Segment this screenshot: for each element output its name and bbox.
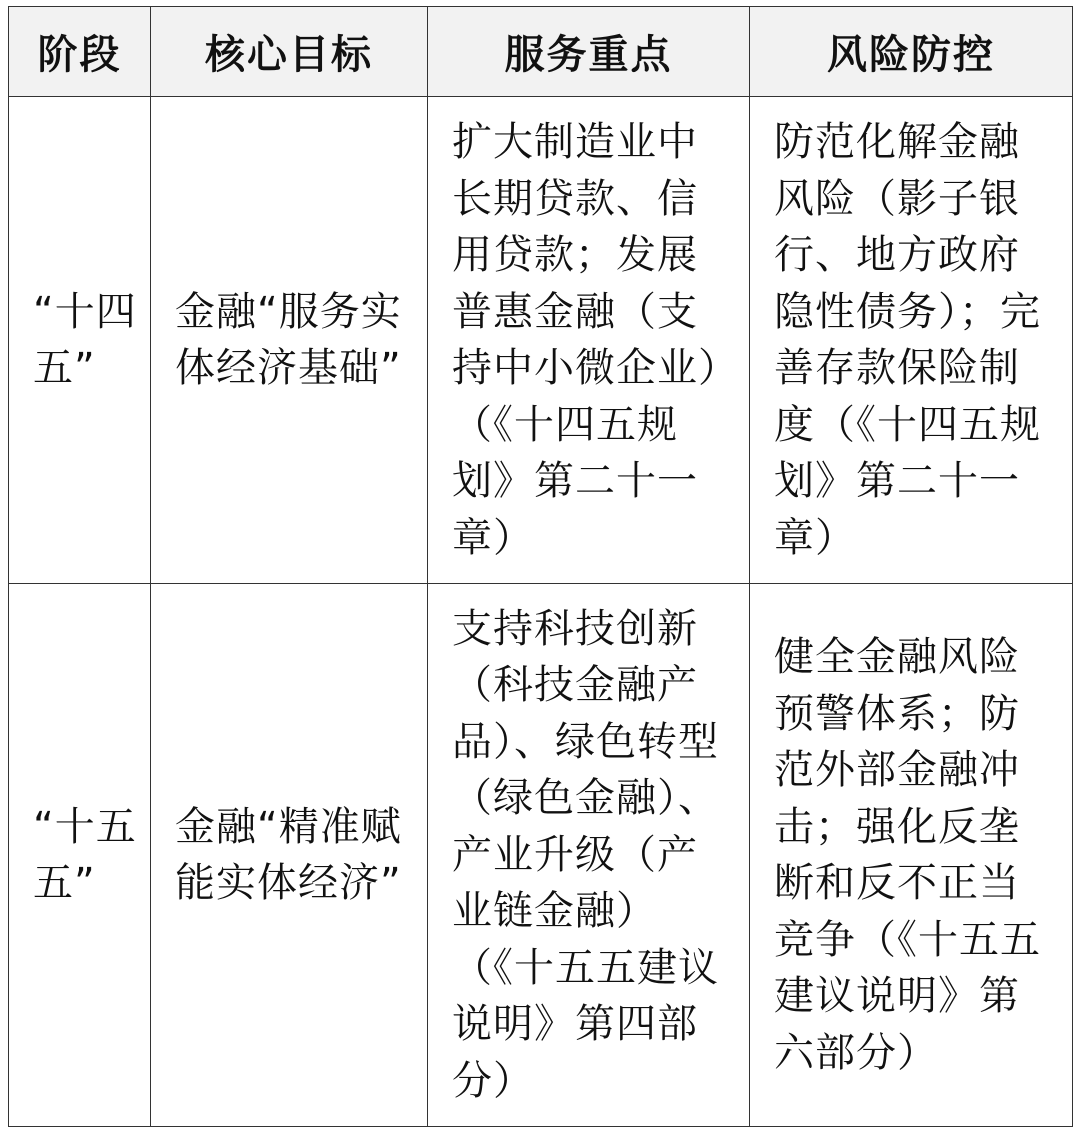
header-service-focus: 服务重点: [428, 7, 750, 97]
policy-comparison-table: [8, 6, 1073, 1127]
cell-stage: “十四五”: [9, 97, 151, 584]
table-header-row: [9, 7, 1073, 97]
cell-risk-control: 健全金融风险预警体系；防范外部金融冲击；强化反垄断和反不正当竞争（《十五五建议说明》第六部分）: [750, 584, 1073, 1127]
cell-risk-control: 防范化解金融风险（影子银行、地方政府隐性债务）；完善存款保险制度（《十四五规划》第二十一章）: [750, 97, 1073, 584]
table-row: [9, 97, 1073, 584]
cell-service-focus: 扩大制造业中长期贷款、信用贷款；发展普惠金融（支持中小微企业）（《十四五规划》第二十一章）: [428, 97, 750, 584]
header-risk-control: 风险防控: [750, 7, 1073, 97]
header-core-goal: 核心目标: [151, 7, 428, 97]
cell-service-focus: 支持科技创新（科技金融产品）、绿色转型（绿色金融）、产业升级（产业链金融）（《十五五建议说明》第四部分）: [428, 584, 750, 1127]
cell-core-goal: 金融“精准赋能实体经济”: [151, 584, 428, 1127]
table-row: [9, 584, 1073, 1127]
cell-stage: “十五五”: [9, 584, 151, 1127]
header-stage: 阶段: [9, 7, 151, 97]
cell-core-goal: 金融“服务实体经济基础”: [151, 97, 428, 584]
